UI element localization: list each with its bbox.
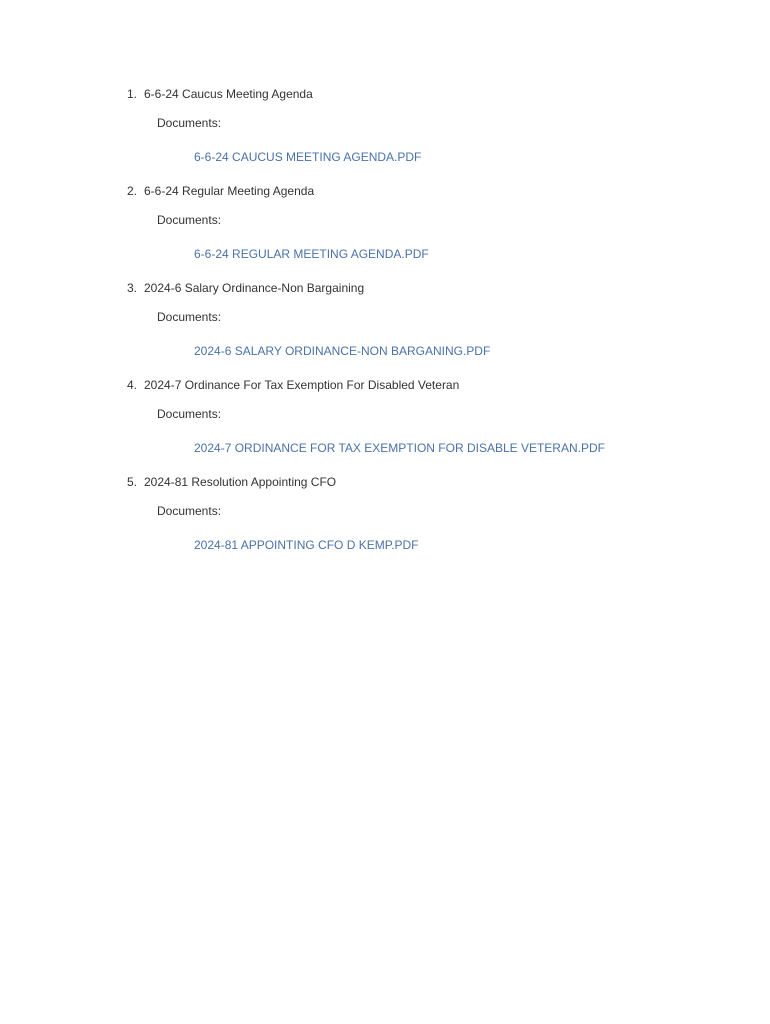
agenda-item-number: 5. bbox=[127, 475, 138, 489]
agenda-item-title-text: 6-6-24 Regular Meeting Agenda bbox=[144, 184, 315, 198]
agenda-item-number: 1. bbox=[127, 87, 138, 101]
documents-label: Documents: bbox=[157, 310, 222, 324]
document-link[interactable]: 6-6-24 CAUCUS MEETING AGENDA.PDF bbox=[194, 150, 422, 164]
agenda-item-number: 3. bbox=[127, 281, 138, 295]
document-link[interactable]: 2024-81 APPOINTING CFO D KEMP.PDF bbox=[194, 538, 419, 552]
document-link[interactable]: 6-6-24 REGULAR MEETING AGENDA.PDF bbox=[194, 247, 429, 261]
documents-label: Documents: bbox=[157, 504, 222, 518]
agenda-item-title-text: 2024-81 Resolution Appointing CFO bbox=[144, 475, 337, 489]
agenda-item-number: 2. bbox=[127, 184, 138, 198]
agenda-item-title bbox=[127, 87, 313, 101]
documents-label: Documents: bbox=[157, 407, 222, 421]
document-link[interactable]: 2024-6 SALARY ORDINANCE-NON BARGANING.PDF bbox=[194, 344, 491, 358]
agenda-item-title-text: 2024-7 Ordinance For Tax Exemption For Disabled Veteran bbox=[144, 378, 460, 392]
agenda-item-title-text: 2024-6 Salary Ordinance-Non Bargaining bbox=[144, 281, 365, 295]
agenda-item-number: 4. bbox=[127, 378, 138, 392]
agenda-item-title bbox=[127, 475, 336, 489]
documents-label: Documents: bbox=[157, 213, 222, 227]
agenda-item-title bbox=[127, 184, 314, 198]
agenda-item-title-text: 6-6-24 Caucus Meeting Agenda bbox=[144, 87, 313, 101]
documents-label: Documents: bbox=[157, 116, 222, 130]
agenda-item-title bbox=[127, 281, 364, 295]
agenda-item-title bbox=[127, 378, 459, 392]
document-link[interactable]: 2024-7 ORDINANCE FOR TAX EXEMPTION FOR DISABLE VETERAN.PDF bbox=[194, 441, 605, 455]
